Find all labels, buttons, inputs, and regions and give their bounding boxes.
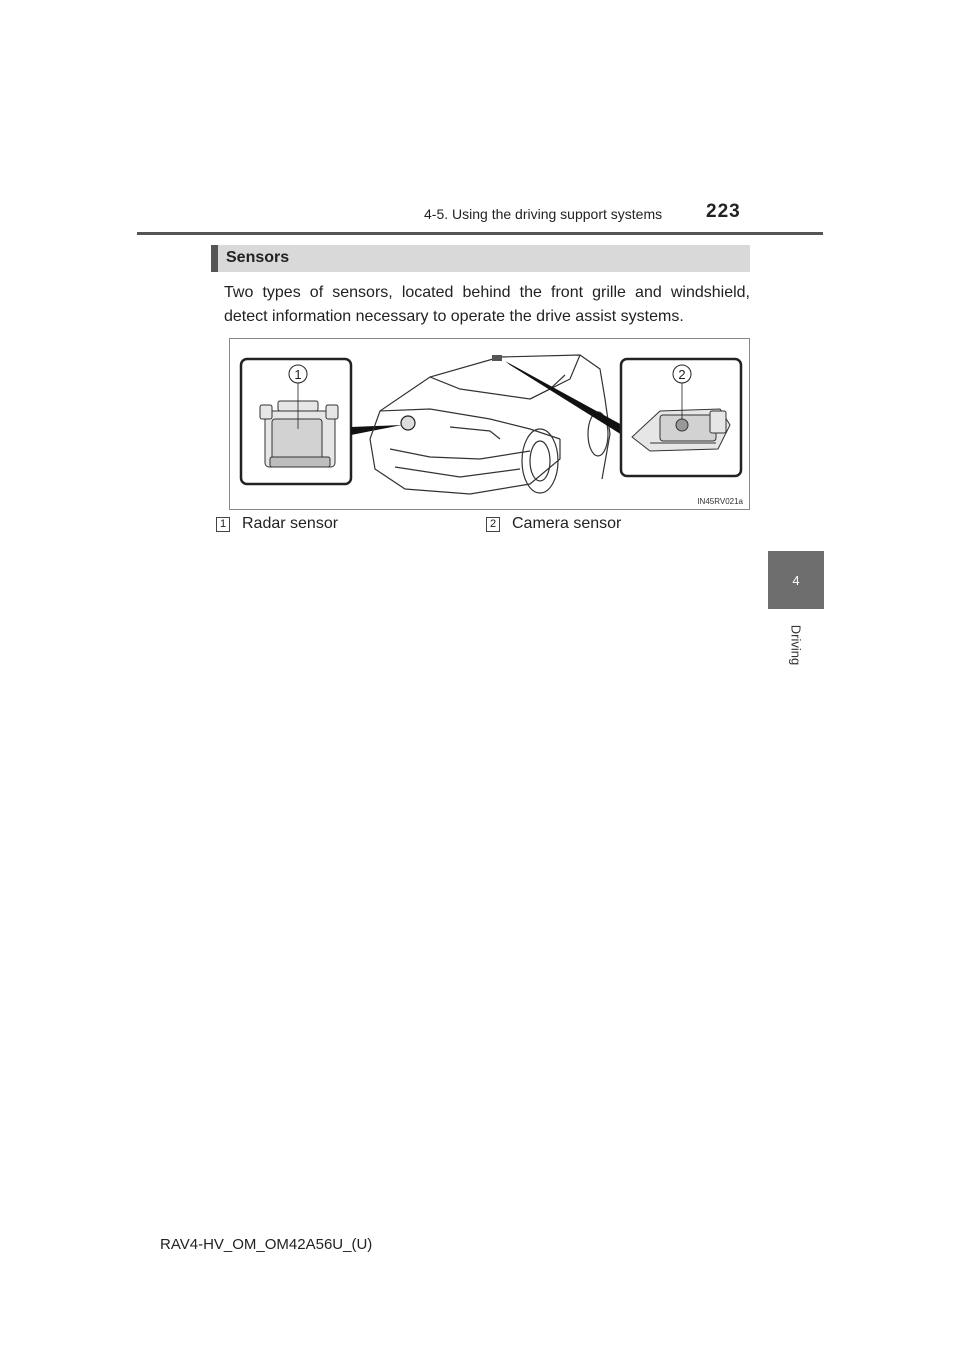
section-title: Sensors bbox=[226, 249, 290, 266]
chapter-label: Driving bbox=[788, 624, 804, 666]
section-heading-bar bbox=[211, 245, 750, 272]
windshield-camera-mark bbox=[492, 355, 502, 361]
legend-item-camera bbox=[486, 515, 621, 533]
chapter-number: 4 bbox=[792, 572, 800, 588]
legend-item-radar bbox=[216, 515, 338, 533]
car-sensor-illustration bbox=[230, 339, 751, 511]
footer-doc-id: RAV4-HV_OM_OM42A56U_(U) bbox=[160, 1236, 373, 1253]
svg-text:2: 2 bbox=[678, 367, 686, 382]
svg-text:1: 1 bbox=[294, 367, 302, 382]
sensor-location-figure bbox=[229, 338, 750, 510]
legend-number: 1 bbox=[216, 517, 230, 532]
legend-label: Camera sensor bbox=[512, 515, 622, 532]
chapter-tab bbox=[768, 551, 824, 609]
header-divider bbox=[137, 232, 823, 235]
radar-sensor-drawing bbox=[260, 401, 338, 467]
figure-code: IN45RV021a bbox=[697, 497, 743, 506]
radar-pointer bbox=[351, 425, 402, 435]
grille-emblem bbox=[401, 416, 415, 430]
page-number: 223 bbox=[706, 201, 741, 222]
legend-number: 2 bbox=[486, 517, 500, 532]
running-header-section: 4-5. Using the driving support systems bbox=[424, 206, 663, 222]
section-body-text: Two types of sensors, located behind the front grille and windshield, detect information necessary to operate the drive assist systems. bbox=[224, 284, 750, 325]
legend-label: Radar sensor bbox=[242, 515, 339, 532]
